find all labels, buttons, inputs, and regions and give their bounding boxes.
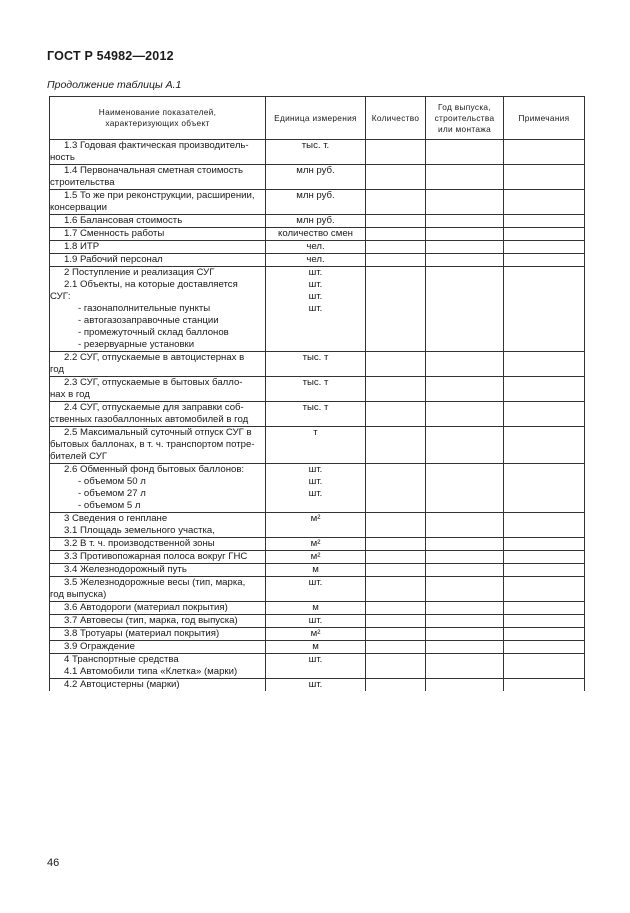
indicator-text: год <box>50 364 65 375</box>
indicator-text: 4.1 Автомобили типа «Клетка» (марки) <box>64 666 238 677</box>
quantity-cell <box>366 615 426 628</box>
table-row <box>50 615 585 628</box>
indicator-cell <box>50 402 266 427</box>
year-cell <box>426 654 504 679</box>
unit-text: тыс. т <box>302 402 329 413</box>
year-cell <box>426 464 504 513</box>
indicator-text: 4.2 Автоцистерны (марки) <box>64 679 180 690</box>
unit-cell <box>266 513 366 538</box>
indicator-text: 3.3 Противопожарная полоса вокруг ГНС <box>64 551 248 562</box>
indicator-text: ственных газобаллонных автомобилей в год <box>50 414 249 425</box>
indicator-text: 3.7 Автовесы (тип, марка, год выпуска) <box>64 615 238 626</box>
indicator-cell <box>50 564 266 577</box>
year-cell <box>426 254 504 267</box>
year-cell <box>426 352 504 377</box>
table-row <box>50 602 585 615</box>
indicator-cell <box>50 352 266 377</box>
unit-text: тыс. т. <box>301 140 330 151</box>
indicator-text: строительства <box>50 177 115 188</box>
unit-text: шт. <box>308 679 323 690</box>
unit-text: шт. <box>308 279 323 290</box>
unit-text: млн руб. <box>296 215 335 226</box>
column-header-line: Год выпуска, <box>438 101 491 112</box>
year-cell <box>426 602 504 615</box>
unit-text: м² <box>310 551 321 562</box>
year-cell <box>426 377 504 402</box>
indicator-cell <box>50 641 266 654</box>
indicator-text: 2.2 СУГ, отпускаемые в автоцистернах в <box>64 352 245 363</box>
indicator-text: 3.4 Железнодорожный путь <box>64 564 187 575</box>
unit-text: м <box>312 602 319 613</box>
year-cell <box>426 679 504 692</box>
indicator-text: - объемом 50 л <box>78 476 146 487</box>
table-row <box>50 215 585 228</box>
notes-cell <box>504 679 585 692</box>
year-cell <box>426 628 504 641</box>
unit-text: млн руб. <box>296 165 335 176</box>
unit-cell <box>266 267 366 352</box>
indicator-text: - промежуточный склад баллонов <box>78 327 229 338</box>
year-cell <box>426 190 504 215</box>
year-cell <box>426 427 504 464</box>
unit-cell <box>266 628 366 641</box>
unit-text: м² <box>310 538 321 549</box>
table-row <box>50 427 585 464</box>
indicator-cell <box>50 577 266 602</box>
unit-text: м² <box>310 628 321 639</box>
table-header-row <box>50 97 585 140</box>
table-caption: Продолжение таблицы А.1 <box>47 79 182 91</box>
indicator-cell <box>50 228 266 241</box>
quantity-cell <box>366 352 426 377</box>
quantity-cell <box>366 513 426 538</box>
indicator-text: - газонаполнительные пункты <box>78 303 211 314</box>
page-number: 46 <box>47 857 60 869</box>
indicator-text: ность <box>50 152 75 163</box>
unit-cell <box>266 577 366 602</box>
table-row <box>50 228 585 241</box>
table-row <box>50 402 585 427</box>
indicator-cell <box>50 267 266 352</box>
unit-text: шт. <box>308 291 323 302</box>
notes-cell <box>504 551 585 564</box>
indicator-cell <box>50 427 266 464</box>
table-row <box>50 254 585 267</box>
indicator-text: 3.5 Железнодорожные весы (тип, марка, <box>64 577 246 588</box>
indicator-cell <box>50 464 266 513</box>
quantity-cell <box>366 402 426 427</box>
table-row <box>50 564 585 577</box>
indicator-text: 2.1 Объекты, на которые доставляется <box>64 279 238 290</box>
quantity-cell <box>366 564 426 577</box>
unit-cell <box>266 140 366 165</box>
unit-cell <box>266 352 366 377</box>
unit-text: млн руб. <box>296 190 335 201</box>
column-header-line: Количество <box>371 112 420 123</box>
unit-cell <box>266 165 366 190</box>
quantity-cell <box>366 679 426 692</box>
year-cell <box>426 615 504 628</box>
quantity-cell <box>366 241 426 254</box>
notes-cell <box>504 267 585 352</box>
indicator-text: консервации <box>50 202 107 213</box>
notes-cell <box>504 352 585 377</box>
indicator-cell <box>50 654 266 679</box>
quantity-cell <box>366 427 426 464</box>
indicator-text: 3.9 Ограждение <box>64 641 135 652</box>
table-row <box>50 679 585 692</box>
indicator-text: 3.6 Автодороги (материал покрытия) <box>64 602 228 613</box>
indicator-text: 4 Транспортные средства <box>64 654 179 665</box>
notes-cell <box>504 402 585 427</box>
indicator-cell <box>50 538 266 551</box>
unit-text: м <box>312 641 319 652</box>
unit-text: количество смен <box>278 228 353 239</box>
table-row <box>50 140 585 165</box>
unit-cell <box>266 654 366 679</box>
indicator-text: - автогазозаправочные станции <box>78 315 219 326</box>
notes-cell <box>504 241 585 254</box>
unit-text: м² <box>310 513 321 524</box>
table-row <box>50 464 585 513</box>
unit-cell <box>266 241 366 254</box>
unit-cell <box>266 228 366 241</box>
notes-cell <box>504 615 585 628</box>
indicator-cell <box>50 190 266 215</box>
quantity-cell <box>366 377 426 402</box>
table-body <box>50 140 585 692</box>
table-row <box>50 551 585 564</box>
column-header-line: Примечания <box>518 112 570 123</box>
standard-designation: ГОСТ Р 54982—2012 <box>47 49 174 63</box>
unit-text: чел. <box>306 241 325 252</box>
quantity-cell <box>366 140 426 165</box>
unit-text: шт. <box>308 577 323 588</box>
unit-cell <box>266 679 366 692</box>
indicator-text: 1.8 ИТР <box>64 241 100 252</box>
year-cell <box>426 641 504 654</box>
notes-cell <box>504 254 585 267</box>
table-row <box>50 267 585 352</box>
indicator-text: 3.1 Площадь земельного участка, <box>64 525 215 536</box>
quantity-cell <box>366 254 426 267</box>
specification-table <box>49 96 585 691</box>
indicator-text: 1.4 Первоначальная сметная стоимость <box>64 165 243 176</box>
indicator-cell <box>50 377 266 402</box>
column-header-line: характеризующих объект <box>105 118 210 128</box>
indicator-text: 2 Поступление и реализация СУГ <box>64 267 215 278</box>
quantity-cell <box>366 602 426 615</box>
unit-cell <box>266 215 366 228</box>
indicator-text: 3 Сведения о генплане <box>64 513 168 524</box>
column-header-unit <box>266 97 366 140</box>
indicator-text: 2.5 Максимальный суточный отпуск СУГ в <box>64 427 252 438</box>
indicator-cell <box>50 165 266 190</box>
unit-text: тыс. т <box>302 352 329 363</box>
unit-text: м <box>312 564 319 575</box>
indicator-cell <box>50 615 266 628</box>
notes-cell <box>504 464 585 513</box>
unit-text: шт. <box>308 303 323 314</box>
notes-cell <box>504 564 585 577</box>
year-cell <box>426 513 504 538</box>
table-row <box>50 628 585 641</box>
notes-cell <box>504 602 585 615</box>
indicator-text: 3.8 Тротуары (материал покрытия) <box>64 628 220 639</box>
column-header-line: строительства <box>434 112 495 123</box>
notes-cell <box>504 377 585 402</box>
indicator-cell <box>50 679 266 692</box>
table-row <box>50 377 585 402</box>
notes-cell <box>504 538 585 551</box>
table-row <box>50 352 585 377</box>
notes-cell <box>504 228 585 241</box>
quantity-cell <box>366 654 426 679</box>
table-row <box>50 513 585 538</box>
year-cell <box>426 241 504 254</box>
unit-cell <box>266 402 366 427</box>
year-cell <box>426 215 504 228</box>
quantity-cell <box>366 538 426 551</box>
indicator-text: СУГ: <box>50 291 71 302</box>
year-cell <box>426 228 504 241</box>
table-row <box>50 641 585 654</box>
quantity-cell <box>366 551 426 564</box>
unit-cell <box>266 602 366 615</box>
indicator-cell <box>50 254 266 267</box>
unit-cell <box>266 427 366 464</box>
indicator-text: 1.5 То же при реконструкции, расширении, <box>64 190 255 201</box>
unit-text: тыс. т <box>302 377 329 388</box>
notes-cell <box>504 654 585 679</box>
quantity-cell <box>366 190 426 215</box>
column-header-quantity <box>366 97 426 140</box>
unit-cell <box>266 615 366 628</box>
unit-cell <box>266 254 366 267</box>
unit-cell <box>266 551 366 564</box>
unit-text: чел. <box>306 254 325 265</box>
indicator-cell <box>50 628 266 641</box>
indicator-cell <box>50 551 266 564</box>
unit-cell <box>266 538 366 551</box>
year-cell <box>426 564 504 577</box>
unit-text: шт. <box>308 488 323 499</box>
unit-text: шт. <box>308 267 323 278</box>
year-cell <box>426 402 504 427</box>
quantity-cell <box>366 267 426 352</box>
indicator-text: нах в год <box>50 389 90 400</box>
indicator-text: - объемом 27 л <box>78 488 146 499</box>
table-row <box>50 241 585 254</box>
indicator-cell <box>50 241 266 254</box>
notes-cell <box>504 513 585 538</box>
quantity-cell <box>366 228 426 241</box>
unit-text: шт. <box>308 464 323 475</box>
quantity-cell <box>366 577 426 602</box>
table-row <box>50 538 585 551</box>
unit-cell <box>266 464 366 513</box>
year-cell <box>426 551 504 564</box>
indicator-text: 2.4 СУГ, отпускаемые для заправки соб- <box>64 402 244 413</box>
indicator-text: 1.7 Сменность работы <box>64 228 165 239</box>
notes-cell <box>504 140 585 165</box>
table-row <box>50 165 585 190</box>
year-cell <box>426 140 504 165</box>
notes-cell <box>504 215 585 228</box>
unit-text: т <box>313 427 318 438</box>
column-header-line: Наименование показателей, <box>98 107 217 117</box>
indicator-text: 2.6 Обменный фонд бытовых баллонов: <box>64 464 245 475</box>
indicator-text: год выпуска) <box>50 589 107 600</box>
indicator-cell <box>50 513 266 538</box>
notes-cell <box>504 641 585 654</box>
indicator-text: - резервуарные установки <box>78 339 195 350</box>
year-cell <box>426 577 504 602</box>
notes-cell <box>504 628 585 641</box>
indicator-text: 1.9 Рабочий персонал <box>64 254 163 265</box>
unit-cell <box>266 641 366 654</box>
column-header-indicator <box>50 97 266 140</box>
indicator-text: - объемом 5 л <box>78 500 141 511</box>
indicator-text: 2.3 СУГ, отпускаемые в бытовых балло- <box>64 377 243 388</box>
year-cell <box>426 267 504 352</box>
indicator-cell <box>50 602 266 615</box>
column-header-notes <box>504 97 585 140</box>
column-header-year <box>426 97 504 140</box>
unit-cell <box>266 190 366 215</box>
quantity-cell <box>366 641 426 654</box>
quantity-cell <box>366 215 426 228</box>
unit-text: шт. <box>308 654 323 665</box>
year-cell <box>426 538 504 551</box>
unit-cell <box>266 377 366 402</box>
indicator-cell <box>50 215 266 228</box>
column-header-line: или монтажа <box>437 123 492 134</box>
column-header-line: Единица измерения <box>274 112 357 123</box>
indicator-text: бытовых баллонах, в т. ч. транспортом потре- <box>50 439 255 450</box>
indicator-text: 3.2 В т. ч. производственной зоны <box>64 538 215 549</box>
year-cell <box>426 165 504 190</box>
table-row <box>50 654 585 679</box>
quantity-cell <box>366 628 426 641</box>
indicator-text: бителей СУГ <box>50 451 108 462</box>
unit-text: шт. <box>308 476 323 487</box>
table-row <box>50 577 585 602</box>
quantity-cell <box>366 464 426 513</box>
table-row <box>50 190 585 215</box>
notes-cell <box>504 165 585 190</box>
indicator-text: 1.6 Балансовая стоимость <box>64 215 183 226</box>
unit-cell <box>266 564 366 577</box>
quantity-cell <box>366 165 426 190</box>
indicator-text: 1.3 Годовая фактическая производитель- <box>64 140 249 151</box>
indicator-cell <box>50 140 266 165</box>
notes-cell <box>504 427 585 464</box>
notes-cell <box>504 190 585 215</box>
notes-cell <box>504 577 585 602</box>
unit-text: шт. <box>308 615 323 626</box>
